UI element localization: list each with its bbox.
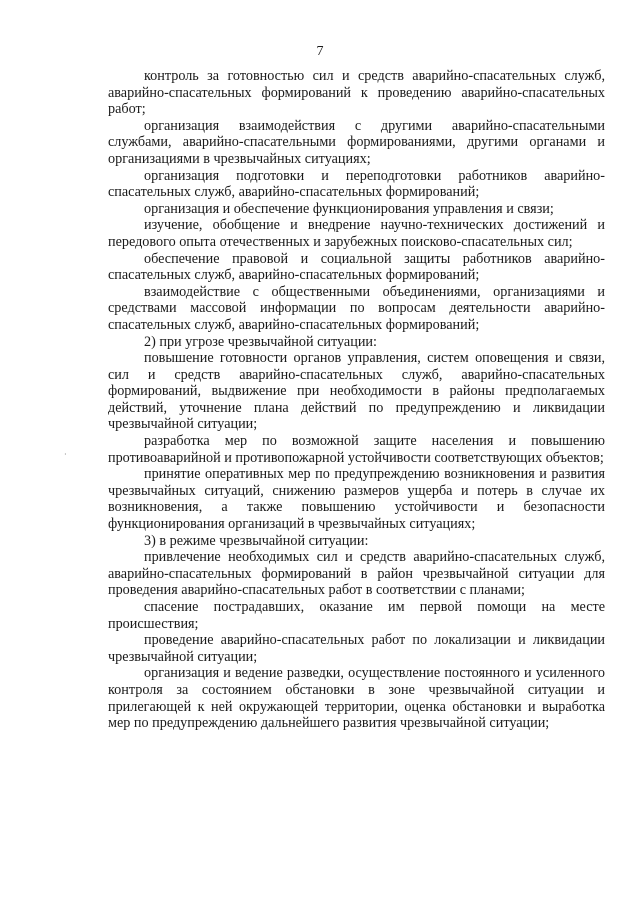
paragraph: спасение пострадавших, оказание им первой помощи на месте происшествия; xyxy=(108,599,605,632)
paragraph: контроль за готовностью сил и средств аварийно-спасательных служб, аварийно-спасательных формирований к проведению аварийно-спасательных работ; xyxy=(108,68,605,118)
paragraph: организация и ведение разведки, осуществление постоянного и усиленного контроля за состоянием обстановки в зоне чрезвычайной ситуации и прилегающей к ней окружающей территории, оценка обстановки и выработка мер по предупреждению дальнейшего развития чрезвычайной ситуации; xyxy=(108,665,605,732)
margin-mark: · xyxy=(64,450,67,459)
paragraph: проведение аварийно-спасательных работ по локализации и ликвидации чрезвычайной ситуации; xyxy=(108,632,605,665)
section-heading: 2) при угрозе чрезвычайной ситуации: xyxy=(144,333,377,350)
paragraph: взаимодействие с общественными объединениями, организациями и средствами массовой информации по вопросам деятельности аварийно-спасательных служб, аварийно-спасательных формирований; xyxy=(108,283,605,333)
paragraph: организация взаимодействия с другими аварийно-спасательными службами, аварийно-спасательными формированиями, другими органами и организациями в чрезвычайных ситуациях; xyxy=(108,117,605,167)
paragraph: привлечение необходимых сил и средств аварийно-спасательных служб, аварийно-спасательных формирований в район чрезвычайной ситуации для проведения аварийно-спасательных работ в соответствии с планами; xyxy=(108,549,605,599)
paragraph: организация подготовки и переподготовки работников аварийно-спасательных служб, аварийно-спасательных формирований; xyxy=(108,167,605,201)
paragraph: обеспечение правовой и социальной защиты работников аварийно-спасательных служб, аварийно-спасательных формирований; xyxy=(108,250,605,284)
paragraph: изучение, обобщение и внедрение научно-технических достижений и передового опыта отечественных и зарубежных поисково-спасательных сил; xyxy=(108,217,605,250)
paragraph: организация и обеспечение функционирования управления и связи; xyxy=(144,200,554,217)
page-number: 7 xyxy=(316,44,324,59)
document-body xyxy=(108,68,605,732)
paragraph: разработка мер по возможной защите населения и повышению противоаварийной и противопожарной устойчивости соответствующих объектов; xyxy=(108,433,605,466)
section-heading: 3) в режиме чрезвычайной ситуации: xyxy=(144,532,369,549)
paragraph: принятие оперативных мер по предупреждению возникновения и развития чрезвычайных ситуаций, снижению размеров ущерба и потерь в случае их возникновения, а также повышению устойчивости и безопасности функционирования организаций в чрезвычайных ситуациях; xyxy=(108,466,605,533)
paragraph: повышение готовности органов управления, систем оповещения и связи, сил и средств аварийно-спасательных служб, аварийно-спасательных формирований, выдвижение при необходимости в районы предполагаемых действий, уточнение плана действий по предупреждению и ликвидации чрезвычайной ситуации; xyxy=(108,350,605,433)
